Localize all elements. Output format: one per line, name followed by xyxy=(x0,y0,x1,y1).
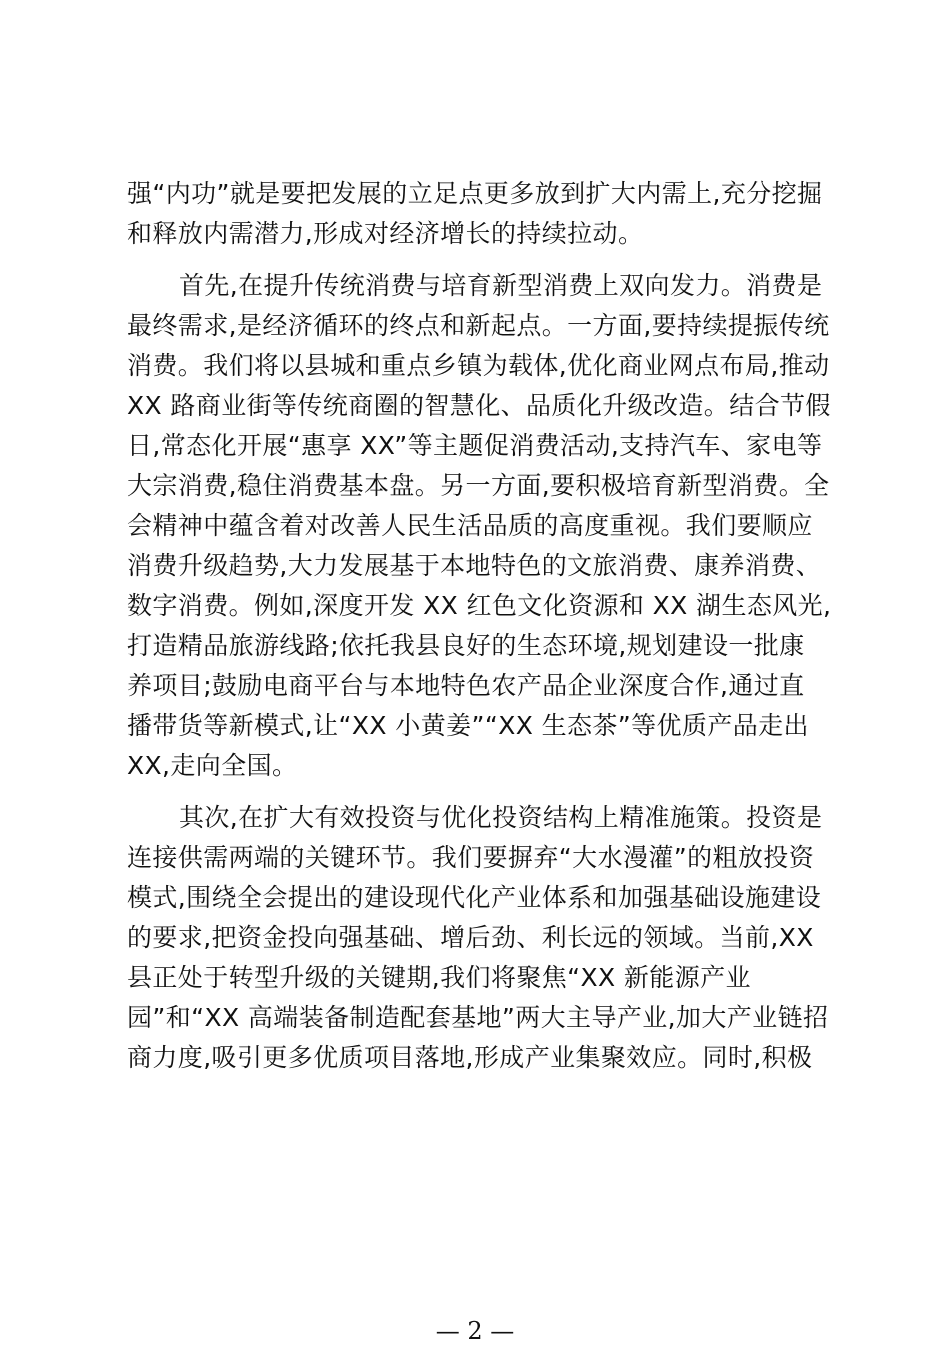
text-line: XX 路商业街等传统商圈的智慧化、品质化升级改造。结合节假 xyxy=(127,391,831,420)
text-line: 大宗消费,稳住消费基本盘。另一方面,要积极培育新型消费。全 xyxy=(127,471,830,500)
text-line: 连接供需两端的关键环节。我们要摒弃“大水漫灌”的粗放投资 xyxy=(127,843,815,872)
text-line: 最终需求,是经济循环的终点和新起点。一方面,要持续提振传统 xyxy=(127,311,830,340)
text-line: 日,常态化开展“惠享 XX”等主题促消费活动,支持汽车、家电等 xyxy=(127,431,823,460)
text-line: 强“内功”就是要把发展的立足点更多放到扩大内需上,充分挖掘 xyxy=(127,179,823,208)
text-line: 的要求,把资金投向强基础、增后劲、利长远的领域。当前,XX xyxy=(127,923,814,952)
text-line: 养项目;鼓励电商平台与本地特色农产品企业深度合作,通过直 xyxy=(127,671,805,700)
text-line: 模式,围绕全会提出的建设现代化产业体系和加强基础设施建设 xyxy=(127,883,822,912)
text-line: 数字消费。例如,深度开发 XX 红色文化资源和 XX 湖生态风光, xyxy=(127,591,832,620)
text-line: 园”和“XX 高端装备制造配套基地”两大主导产业,加大产业链招 xyxy=(127,1003,829,1032)
text-line: XX,走向全国。 xyxy=(127,751,298,780)
text-line: 商力度,吸引更多优质项目落地,形成产业集聚效应。同时,积极 xyxy=(127,1043,813,1072)
text-line: 播带货等新模式,让“XX 小黄姜”“XX 生态茶”等优质产品走出 xyxy=(127,711,809,740)
text-line: 打造精品旅游线路;依托我县良好的生态环境,规划建设一批康 xyxy=(127,631,805,660)
text-line: 会精神中蕴含着对改善人民生活品质的高度重视。我们要顺应 xyxy=(127,511,813,540)
text-line: 消费升级趋势,大力发展基于本地特色的文旅消费、康养消费、 xyxy=(127,551,822,580)
text-line: 县正处于转型升级的关键期,我们将聚焦“XX 新能源产业 xyxy=(127,963,751,992)
paragraph-first-line: 其次,在扩大有效投资与优化投资结构上精准施策。投资是 xyxy=(179,803,823,832)
text-line: 和释放内需潜力,形成对经济增长的持续拉动。 xyxy=(127,219,644,248)
page-number: — 2 — xyxy=(435,1317,515,1345)
paragraph-first-line: 首先,在提升传统消费与培育新型消费上双向发力。消费是 xyxy=(179,271,823,300)
text-line: 消费。我们将以县城和重点乡镇为载体,优化商业网点布局,推动 xyxy=(127,351,830,380)
